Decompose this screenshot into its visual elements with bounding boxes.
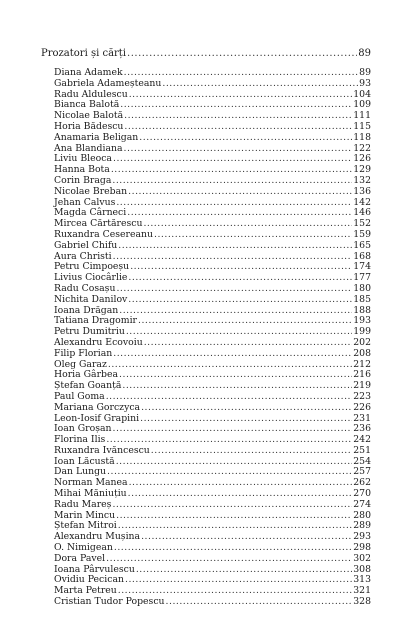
page-number: 293: [353, 531, 371, 543]
leader-dots: [112, 176, 352, 187]
leader-dots: [116, 198, 352, 209]
leader-dots: [154, 230, 352, 241]
leader-dots: [128, 273, 352, 284]
author-name: Nichita Danilov: [54, 293, 128, 305]
page-number: 202: [353, 336, 371, 348]
leader-dots: [126, 327, 352, 338]
page-number: 270: [353, 488, 371, 500]
author-name: Cristian Tudor Popescu: [54, 596, 165, 608]
page-number: 236: [353, 423, 371, 435]
leader-dots: [129, 478, 353, 489]
leader-dots: [166, 597, 353, 608]
author-name: O. Nimigean: [54, 542, 113, 554]
table-of-contents: [54, 68, 371, 608]
leader-dots: [119, 306, 352, 317]
page-number: 302: [353, 552, 371, 564]
toc-entry: [54, 187, 371, 198]
leader-dots: [113, 349, 352, 360]
page-number: 180: [353, 282, 371, 294]
leader-dots: [124, 144, 353, 155]
page-number: 126: [353, 153, 371, 165]
page-number: 129: [353, 164, 371, 176]
page-number: 146: [353, 207, 371, 219]
page-number: 193: [353, 315, 371, 327]
leader-dots: [128, 295, 352, 306]
leader-dots: [128, 489, 353, 500]
page-number: 254: [353, 455, 371, 467]
leader-dots: [162, 79, 358, 90]
author-name: Liviu Bleoca: [54, 153, 112, 165]
page-number: 109: [353, 99, 371, 111]
leader-dots: [127, 48, 357, 59]
author-name: Ruxandra Ivăncescu: [54, 444, 150, 456]
author-name: Norman Manea: [54, 477, 128, 489]
leader-dots: [143, 219, 352, 230]
page-number: 174: [353, 261, 371, 273]
author-name: Magda Cârneci: [54, 207, 127, 219]
leader-dots: [118, 521, 352, 532]
author-name: Alexandru Mușina: [54, 531, 141, 543]
leader-dots: [116, 284, 352, 295]
leader-dots: [130, 262, 352, 273]
author-name: Petru Cimpoeșu: [54, 261, 130, 273]
leader-dots: [119, 370, 352, 381]
page-number: 274: [353, 498, 371, 510]
page-number: 93: [359, 77, 371, 89]
page-number: 251: [353, 444, 371, 456]
author-name: Hanna Bota: [54, 164, 110, 176]
page-number: 142: [353, 196, 371, 208]
leader-dots: [106, 392, 353, 403]
toc-entry: [54, 403, 371, 414]
author-name: Ana Blandiana: [54, 142, 123, 154]
author-name: Ovidiu Pecican: [54, 574, 124, 586]
page-number: 115: [353, 120, 371, 132]
page-number: 219: [353, 380, 371, 392]
author-name: Dora Pavel: [54, 552, 106, 564]
page-number: 177: [353, 272, 371, 284]
author-name: Ioan Groșan: [54, 423, 112, 435]
leader-dots: [151, 446, 352, 457]
page-number: 168: [353, 250, 371, 262]
author-name: Petru Dumitriu: [54, 326, 125, 338]
page-number: 328: [353, 596, 371, 608]
page-number: 136: [353, 185, 371, 197]
leader-dots: [124, 111, 352, 122]
page-number: 280: [353, 509, 371, 521]
page-number: 208: [353, 347, 371, 359]
page-number: 104: [353, 88, 371, 100]
page-number: 132: [353, 174, 371, 186]
page-number: 188: [353, 304, 371, 316]
author-name: Mircea Cărtărescu: [54, 218, 143, 230]
leader-dots: [107, 467, 352, 478]
page-number: 262: [353, 477, 371, 489]
page-number: 212: [353, 358, 371, 370]
leader-dots: [113, 252, 353, 263]
leader-dots: [111, 165, 352, 176]
leader-dots: [127, 208, 352, 219]
page-number: 111: [353, 110, 371, 122]
leader-dots: [114, 543, 352, 554]
author-name: Radu Mareș: [54, 498, 112, 510]
author-name: Radu Cosașu: [54, 282, 116, 294]
author-name: Anamaria Beligan: [54, 131, 139, 143]
author-name: Horia Gârbea: [54, 369, 119, 381]
page-number: 257: [353, 466, 371, 478]
page-number: 122: [353, 142, 371, 154]
toc-entry: [54, 349, 371, 360]
author-name: Nicolae Breban: [54, 185, 128, 197]
author-name: Ștefan Mitroi: [54, 520, 117, 532]
author-name: Tatiana Dragomir: [54, 315, 137, 327]
leader-dots: [144, 338, 353, 349]
page-number: 216: [353, 369, 371, 381]
leader-dots: [128, 187, 352, 198]
page-number: 165: [353, 239, 371, 251]
author-name: Filip Florian: [54, 347, 113, 359]
leader-dots: [112, 500, 352, 511]
toc-entry: [54, 241, 371, 252]
toc-section-heading: [41, 48, 371, 59]
author-name: Ștefan Goanță: [54, 380, 122, 392]
leader-dots: [129, 90, 353, 101]
author-name: Livius Ciocârlie: [54, 272, 128, 284]
author-name: Bianca Balotă: [54, 99, 120, 111]
author-name: Mariana Gorczyca: [54, 401, 141, 413]
author-name: Corin Braga: [54, 174, 112, 186]
author-name: Ioan Lăcustă: [54, 455, 115, 467]
page-number: 223: [353, 390, 371, 402]
author-name: Dan Lungu: [54, 466, 107, 478]
author-name: Jehan Calvus: [54, 196, 116, 208]
page-number: 298: [353, 542, 371, 554]
section-page-number: 89: [358, 48, 371, 59]
section-title: Prozatori și cărți: [41, 48, 127, 59]
toc-entry: [54, 597, 371, 608]
author-name: Horia Bădescu: [54, 120, 124, 132]
leader-dots: [118, 241, 352, 252]
page-number: 152: [353, 218, 371, 230]
leader-dots: [139, 133, 352, 144]
page-number: 118: [353, 131, 371, 143]
author-name: Mihai Măniuțiu: [54, 488, 127, 500]
page-number: 289: [353, 520, 371, 532]
page-number: 226: [353, 401, 371, 413]
page-number: 89: [359, 67, 371, 78]
author-name: Gabriela Adameșteanu: [54, 77, 162, 89]
page-number: 308: [353, 563, 371, 575]
leader-dots: [108, 360, 352, 371]
leader-dots: [120, 100, 352, 111]
author-name: Marta Petreu: [54, 585, 117, 597]
page-number: 313: [353, 574, 371, 586]
leader-dots: [113, 154, 352, 165]
author-name: Ioana Drăgan: [54, 304, 119, 316]
author-name: Marin Mincu: [54, 509, 116, 521]
toc-entry: [54, 79, 371, 90]
author-name: Nicolae Balotă: [54, 110, 124, 122]
author-name: Ruxandra Cesereanu: [54, 228, 154, 240]
leader-dots: [136, 565, 352, 576]
page-number: 199: [353, 326, 371, 338]
leader-dots: [138, 316, 352, 327]
leader-dots: [122, 381, 352, 392]
leader-dots: [116, 511, 352, 522]
leader-dots: [124, 122, 352, 133]
leader-dots: [113, 424, 353, 435]
toc-entry: [54, 133, 371, 144]
page-number: 321: [353, 585, 371, 597]
leader-dots: [141, 532, 352, 543]
author-name: Florina Ilis: [54, 434, 106, 446]
author-name: Radu Aldulescu: [54, 88, 128, 100]
page-number: 242: [353, 434, 371, 446]
leader-dots: [141, 403, 352, 414]
page-number: 185: [353, 293, 371, 305]
leader-dots: [125, 575, 352, 586]
page-number: 159: [353, 228, 371, 240]
author-name: Aura Christi: [54, 250, 112, 262]
author-name: Diana Adamek: [54, 67, 123, 78]
toc-entry: [54, 295, 371, 306]
leader-dots: [116, 457, 353, 468]
author-name: Gabriel Chifu: [54, 239, 118, 251]
author-name: Oleg Garaz: [54, 358, 107, 370]
author-name: Paul Goma: [54, 390, 105, 402]
author-name: Ioana Pârvulescu: [54, 563, 135, 575]
page-number: 231: [353, 412, 371, 424]
leader-dots: [140, 414, 352, 425]
leader-dots: [106, 554, 352, 565]
author-name: Leon-Iosif Grapini: [54, 412, 140, 424]
author-name: Alexandru Ecovoiu: [54, 336, 143, 348]
